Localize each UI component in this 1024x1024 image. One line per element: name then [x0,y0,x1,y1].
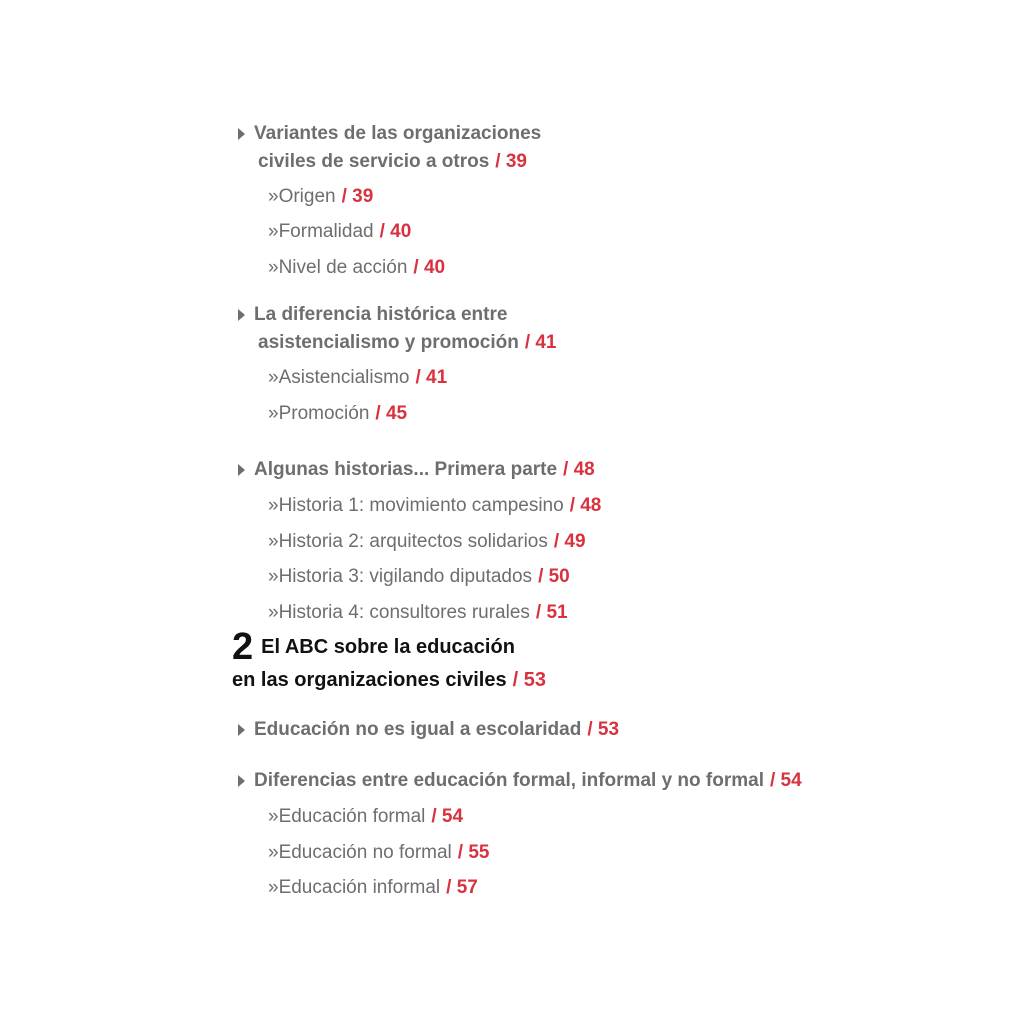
page-number: / 40 [413,257,446,278]
toc-subentry[interactable] [268,874,478,902]
chapter-title-cont: en las organizaciones civiles [232,669,507,691]
page-number: / 48 [563,459,595,480]
page-number: / 48 [569,495,602,516]
subentry-label: »Historia 3: vigilando diputados [268,566,533,587]
triangle-bullet-icon [238,128,245,140]
toc-subentry[interactable] [268,803,463,831]
entry-title: Variantes de las organizaciones [254,123,542,144]
page-number: / 57 [446,877,478,898]
page-number: / 39 [341,186,374,207]
page-number: / 55 [457,842,490,863]
subentry-label: »Nivel de acción [268,257,408,278]
page-number: / 41 [415,367,448,388]
subentry-label: »Educación informal [268,877,441,898]
toc-subentry[interactable] [268,599,568,627]
toc-subentry[interactable] [268,492,601,520]
page-number: / 51 [535,602,568,623]
entry-title: Algunas historias... Primera parte [254,459,558,480]
subentry-label: »Historia 2: arquitectos solidarios [268,531,548,552]
triangle-bullet-icon [238,724,245,736]
page-number: / 53 [587,719,620,740]
page-number: / 54 [769,770,802,791]
toc-subentry[interactable] [268,218,411,246]
toc-subentry[interactable] [268,364,447,392]
toc-subentry[interactable] [268,839,489,867]
subentry-label: »Educación no formal [268,842,452,863]
subentry-label: »Promoción [268,403,370,424]
toc-subentry[interactable] [268,400,407,428]
page-number: / 50 [538,566,570,587]
subentry-label: »Origen [268,186,336,207]
page-number: / 39 [495,151,527,172]
chapter-heading-cont[interactable] [232,666,546,695]
chapter-number: 2 [232,626,254,668]
toc-subentry[interactable] [268,528,586,556]
subentry-label: »Formalidad [268,221,374,242]
subentry-label: »Asistencialismo [268,367,410,388]
subentry-label: »Educación formal [268,806,426,827]
triangle-bullet-icon [238,464,245,476]
subentry-label: »Historia 1: movimiento campesino [268,495,564,516]
triangle-bullet-icon [238,309,245,321]
toc-subentry[interactable] [268,563,570,591]
toc-subentry[interactable] [268,254,445,282]
subentry-label: »Historia 4: consultores rurales [268,602,530,623]
page-number: / 40 [379,221,412,242]
entry-title-cont: civiles de servicio a otros [258,151,490,172]
entry-title: La diferencia histórica entre [254,304,508,325]
page-number: / 49 [553,531,586,552]
entry-title: Diferencias entre educación formal, informal y no formal [254,770,764,791]
page-number: / 53 [512,669,546,691]
page-number: / 54 [431,806,464,827]
chapter-title: El ABC sobre la educación [261,636,515,658]
triangle-bullet-icon [238,775,245,787]
page-number: / 45 [375,403,408,424]
toc-subentry[interactable] [268,183,373,211]
entry-title: Educación no es igual a escolaridad [254,719,582,740]
entry-title-cont: asistencialismo y promoción [258,332,519,353]
page-number: / 41 [524,332,557,353]
chapter-heading[interactable] [232,628,515,666]
